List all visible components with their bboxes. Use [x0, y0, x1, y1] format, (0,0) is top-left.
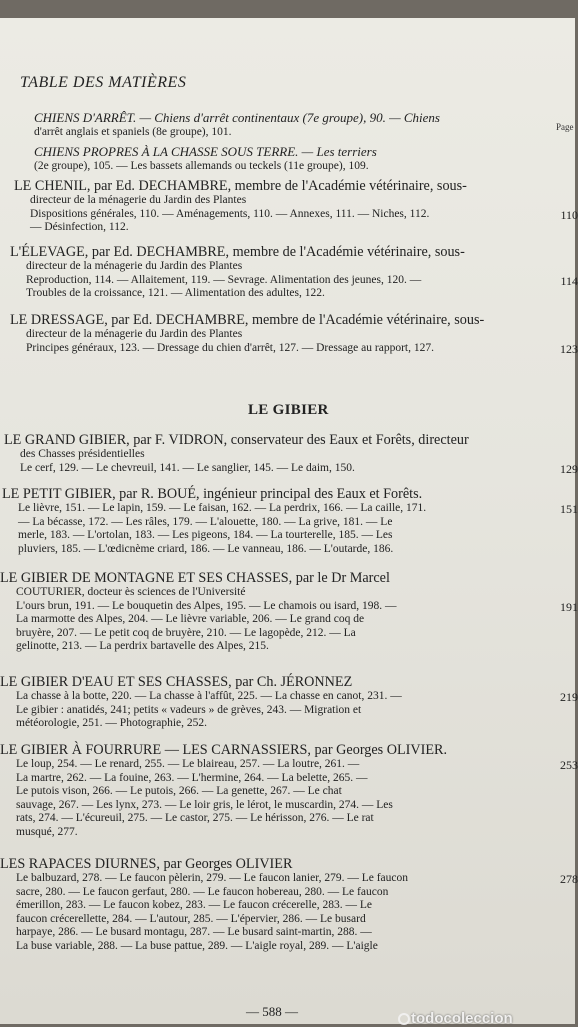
section-title: LE GIBIER: [248, 402, 329, 418]
toc-entry-line: directeur de la ménagerie du Jardin des Plantes: [26, 328, 243, 340]
toc-entry-line: Principes généraux, 123. — Dressage du chien d'arrêt, 127. — Dressage au rapport, 127.: [26, 341, 434, 354]
toc-entry-title: LES RAPACES DIURNES, par Georges OLIVIER: [0, 856, 293, 872]
toc-entry-line: — La bécasse, 172. — Les râles, 179. — L'alouette, 180. — La grive, 181. — Le: [18, 515, 393, 528]
page-column-label: Page: [556, 122, 574, 132]
toc-entry-line: sauvage, 267. — Les lynx, 273. — Le loir gris, le lérot, le muscardin, 274. — Les: [16, 798, 393, 811]
page-header: TABLE DES MATIÈRES: [20, 74, 187, 91]
toc-entry-page-number: 123: [560, 341, 578, 356]
toc-entry-title: CHIENS D'ARRÊT. — Chiens d'arrêt continentaux (7e groupe), 90. — Chiens: [34, 110, 440, 125]
toc-entry-line: Le gibier : anatidés, 241; petits « vadeurs » de grèves, 243. — Migration et: [16, 703, 362, 716]
watermark: [398, 1010, 513, 1027]
toc-entry-title: LE DRESSAGE, par Ed. DECHAMBRE, membre de l'Académie vétérinaire, sous-: [10, 312, 485, 328]
toc-entry: [34, 110, 560, 140]
watermark-logo-icon: [398, 1013, 410, 1025]
toc-entry-title: LE GIBIER D'EAU ET SES CHASSES, par Ch. JÉRONNEZ: [0, 674, 353, 690]
toc-entry: [10, 312, 578, 356]
toc-entry: [2, 486, 578, 556]
toc-entry-line: merle, 183. — L'ortolan, 183. — Les pigeons, 184. — La tourterelle, 185. — Les: [18, 529, 393, 541]
toc-entry-line: (2e groupe), 105. — Les bassets allemands ou teckels (11e groupe), 109.: [34, 160, 369, 172]
toc-entry: [0, 570, 578, 654]
toc-entry-line: Reproduction, 114. — Allaitement, 119. — Sevrage. Alimentation des jeunes, 120. —: [26, 273, 422, 286]
toc-entry-title: L'ÉLEVAGE, par Ed. DECHAMBRE, membre de l'Académie vétérinaire, sous-: [10, 244, 465, 260]
toc-entry-line: pluviers, 185. — L'œdicnème criard, 186. — Le vanneau, 186. — L'outarde, 186.: [18, 542, 394, 555]
toc-entry-line: — Désinfection, 112.: [30, 221, 129, 233]
toc-entry-line: harpaye, 286. — Le busard montagu, 287. — Le busard saint-martin, 288. —: [16, 926, 372, 938]
toc-entry-line: Le cerf, 129. — Le chevreuil, 141. — Le sanglier, 145. — Le daim, 150.: [20, 461, 355, 474]
toc-entry-line: Dispositions générales, 110. — Aménagements, 110. — Annexes, 111. — Niches, 112.: [30, 207, 430, 220]
toc-entry-line: émerillon, 283. — Le faucon kobez, 283. — Le faucon crécerelle, 283. — Le: [16, 899, 373, 911]
toc-entry-line: Le putois vison, 266. — Le putois, 266. — La genette, 267. — Le chat: [16, 785, 342, 797]
toc-entry: [10, 244, 578, 301]
page-number: — 588 —: [246, 1004, 298, 1019]
toc-entry-line: La marmotte des Alpes, 204. — Le lièvre variable, 206. — Le grand coq de: [16, 613, 365, 625]
toc-entry-page-number: 129: [560, 461, 578, 476]
toc-entry-line: des Chasses présidentielles: [20, 448, 145, 460]
toc-entry: [0, 674, 578, 731]
toc-entry-title: LE GRAND GIBIER, par F. VIDRON, conservateur des Eaux et Forêts, directeur: [4, 432, 469, 448]
toc-entry-line: directeur de la ménagerie du Jardin des Plantes: [30, 194, 247, 206]
toc-entry-line: Troubles de la croissance, 121. — Alimentation des adultes, 122.: [26, 287, 325, 299]
toc-entry-line: directeur de la ménagerie du Jardin des Plantes: [26, 260, 243, 272]
toc-entry: [14, 178, 578, 235]
toc-entry-line: COUTURIER, docteur ès sciences de l'Université: [16, 586, 246, 598]
toc-entry-line: faucon crécerellette, 284. — L'autour, 285. — L'épervier, 286. — Le busard: [16, 912, 366, 925]
toc-entry-title: CHIENS PROPRES À LA CHASSE SOUS TERRE. — Les terriers: [34, 144, 377, 159]
toc-entry-page-number: 191: [560, 599, 578, 614]
watermark-text: todocoleccion: [411, 1010, 513, 1027]
toc-entry-line: L'ours brun, 191. — Le bouquetin des Alpes, 195. — Le chamois ou isard, 198. —: [16, 599, 397, 612]
toc-entry: [4, 432, 578, 476]
toc-entry-line: Le lièvre, 151. — Le lapin, 159. — Le faisan, 162. — La perdrix, 166. — La caille, 171.: [18, 502, 427, 514]
toc-entry-page-number: 114: [560, 273, 578, 288]
toc-entry-page-number: 278: [560, 872, 578, 886]
toc-entry-line: Le balbuzard, 278. — Le faucon pèlerin, 279. — Le faucon lanier, 279. — Le faucon: [16, 872, 408, 884]
toc-entry-line: musqué, 277.: [16, 825, 78, 838]
book-page: [0, 18, 578, 1027]
toc-entry-line: sacre, 280. — Le faucon gerfaut, 280. — Le faucon hobereau, 280. — Le faucon: [16, 885, 389, 898]
toc-entry-line: La martre, 262. — La fouine, 263. — L'hermine, 264. — La belette, 265. —: [16, 771, 368, 784]
toc-entry-page-number: 110: [560, 207, 578, 222]
toc-entry-title: LE GIBIER DE MONTAGNE ET SES CHASSES, par le Dr Marcel: [0, 570, 390, 586]
toc-entry-title: LE GIBIER À FOURRURE — LES CARNASSIERS, par Georges OLIVIER.: [0, 742, 448, 758]
toc-entry-line: d'arrêt anglais et spaniels (8e groupe), 101.: [34, 126, 232, 138]
toc-entry-page-number: 219: [560, 690, 578, 704]
toc-entry-line: météorologie, 251. — Photographie, 252.: [16, 717, 207, 729]
toc-entry: [34, 144, 560, 174]
toc-entry: [0, 742, 578, 839]
toc-entry-line: bruyère, 207. — Le petit coq de bruyère, 210. — Le lagopède, 212. — La: [16, 626, 356, 639]
toc-entry-title: LE CHENIL, par Ed. DECHAMBRE, membre de l'Académie vétérinaire, sous-: [14, 178, 467, 194]
toc-entry-line: Le loup, 254. — Le renard, 255. — Le blaireau, 257. — La loutre, 261. —: [16, 758, 360, 770]
toc-entry-page-number: 151: [560, 502, 578, 516]
toc-entry-line: rats, 274. — L'écureuil, 275. — Le castor, 275. — Le hérisson, 276. — Le rat: [16, 812, 374, 824]
toc-entry-page-number: 253: [560, 758, 578, 772]
toc-entry-line: gelinotte, 213. — La perdrix bartavelle des Alpes, 215.: [16, 640, 269, 652]
toc-entry: [0, 856, 578, 953]
toc-entry-line: La chasse à la botte, 220. — La chasse à l'affût, 225. — La chasse en canot, 231. —: [16, 690, 402, 702]
toc-entry-title: LE PETIT GIBIER, par R. BOUÉ, ingénieur principal des Eaux et Forêts.: [2, 486, 423, 502]
toc-entry-line: La buse variable, 288. — La buse pattue, 289. — L'aigle royal, 289. — L'aigle: [16, 939, 378, 952]
